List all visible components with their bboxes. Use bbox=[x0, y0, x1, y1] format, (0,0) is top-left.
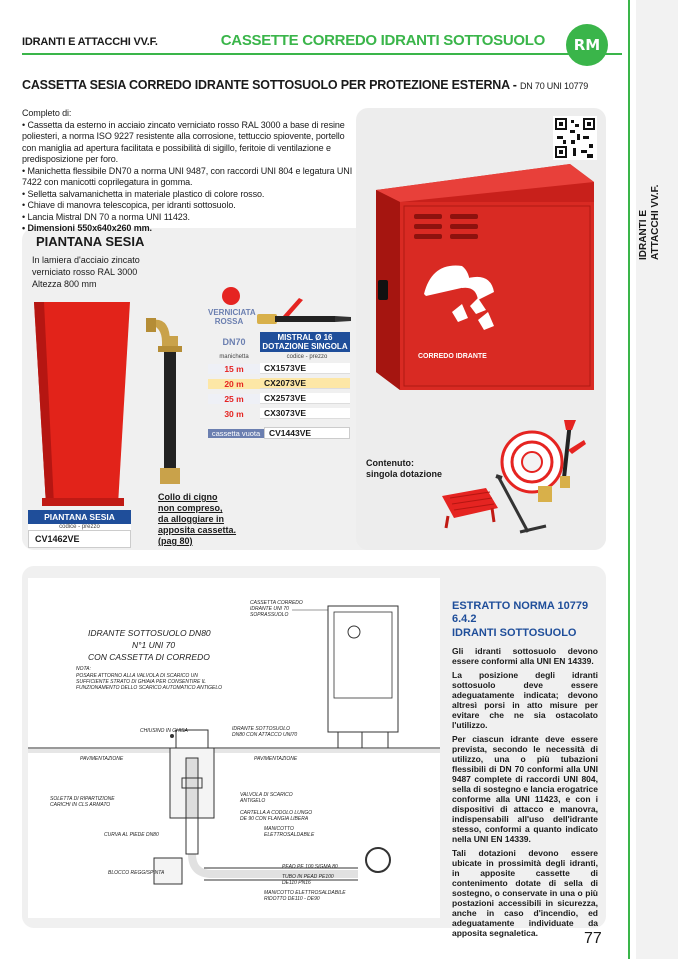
drawing-label: SOPRASSUOLO bbox=[250, 612, 289, 618]
desc-item: • Chiave di manovra telescopica, per idranti sottosuolo. bbox=[22, 200, 236, 210]
empty-cabinet-code: CV1443VE bbox=[264, 427, 350, 439]
drawing-label: IDRANTE UNI 70 bbox=[250, 606, 289, 612]
installation-drawing bbox=[28, 578, 440, 918]
section-right: CASSETTE CORREDO IDRANTI SOTTOSUOLO bbox=[220, 32, 545, 49]
drawing-label: PAVIMENTAZIONE bbox=[80, 756, 124, 762]
section-left: IDRANTI E ATTACCHI VV.F. bbox=[22, 36, 158, 48]
empty-cabinet-label: cassetta vuota bbox=[208, 429, 264, 438]
row-code: CX1573VE bbox=[260, 363, 350, 374]
norm-subtitle: IDRANTI SOTTOSUOLO bbox=[452, 627, 577, 639]
side-tab-line1: IDRANTI E bbox=[638, 210, 649, 260]
side-tab-line2: ATTACCHI VV.F. bbox=[650, 184, 661, 260]
row-code: CX2073VE bbox=[260, 378, 350, 389]
drawing-label: DN80 CON ATTACCO UNI70 bbox=[232, 732, 298, 738]
table-row bbox=[208, 376, 350, 391]
drawing-label: CASSETTA CORREDO bbox=[250, 600, 303, 606]
collo-line: Collo di cigno bbox=[158, 492, 218, 502]
drawing-title: IDRANTE SOTTOSUOLO DN80 bbox=[88, 628, 211, 638]
drawing-label: PAVIMENTAZIONE bbox=[254, 756, 298, 762]
drawing-note: NOTA: bbox=[76, 666, 91, 672]
desc-item: • Cassetta da esterno in acciaio zincato verniciato rosso RAL 3000 a base di resine poliesteri, a norma ISO 9227 resistente alla corrosione, tettuccio spiovente, portello con maniglia ad apertura facilitata e possibilità di sigillo, feritoie di ventilazione e predisposizione per foro. bbox=[22, 119, 345, 164]
drawing-label: MANICOTTO ELETTROSALDABILE bbox=[264, 890, 346, 896]
collo-line: (pag 80) bbox=[158, 536, 193, 546]
norm-section: 6.4.2 bbox=[452, 613, 477, 625]
drawing-label: IDRANTE SOTTOSUOLO bbox=[232, 726, 290, 732]
desc-intro: Completo di: bbox=[22, 108, 72, 118]
piantana-desc-line: Altezza 800 mm bbox=[32, 279, 97, 289]
norm-paragraph: Gli idranti sottosuolo devono essere conformi alla UNI EN 14339. bbox=[452, 646, 598, 666]
color-swatch bbox=[222, 287, 240, 305]
contenuto-line2: singola dotazione bbox=[366, 469, 443, 479]
drawing-title: N°1 UNI 70 bbox=[132, 640, 176, 650]
drawing-label: TUBO IN PEAD PE100 bbox=[282, 874, 334, 880]
contenuto-line1: Contenuto: bbox=[366, 458, 414, 468]
row-code: CX3073VE bbox=[260, 408, 350, 419]
product-description bbox=[22, 108, 356, 235]
drawing-label: RIDOTTO DE110 - DE90 bbox=[264, 896, 320, 902]
color-label: VERNICIATA ROSSA bbox=[208, 308, 256, 326]
norm-extract bbox=[452, 600, 598, 942]
drawing-note: SUFFICIENTE STRATO DI GHIAIA PER CONSENTIRE IL bbox=[76, 679, 206, 685]
lancia-image bbox=[255, 292, 355, 332]
product-subtitle: DN 70 UNI 10779 bbox=[520, 81, 589, 91]
drawing-label: CARICHI IN CLS ARMATO bbox=[50, 802, 111, 808]
drawing-label: ANTIGELO bbox=[240, 798, 266, 804]
cabinet-label: CORREDO IDRANTE bbox=[418, 353, 487, 360]
row-length: 20 m bbox=[208, 379, 260, 389]
collo-line: apposita cassetta. bbox=[158, 525, 237, 535]
product-title bbox=[22, 78, 602, 92]
norm-paragraph: Tali dotazioni devono essere ubicate in prossimità degli idranti, in apposite cassette di contenimento dotate di sella di sostegno, o conservate in una o più postazioni accessibili in sicurezza, anche in caso d'incendio, ed adeguatamente individuate da apposita segnaletica. bbox=[452, 848, 598, 938]
drawing-label: MANICOTTO bbox=[264, 826, 294, 832]
row-length: 15 m bbox=[208, 364, 260, 374]
row-length: 30 m bbox=[224, 408, 244, 419]
norm-paragraph: Per ciascun idrante deve essere prevista, secondo le necessità di utilizzo, una o più tubazioni flessibili di DN 70 conformi alla UNI 9487 complete di raccordi UNI 804, sella di sostegno e lancia erogatrice conforme alla UNI 11423, e con i dispositivi di attacco e manovra, indispensabili all'uso dell'idrante stesso, conformi a quanto indicato nella UNI EN 14339. bbox=[452, 734, 598, 844]
variant-col1-sub: manichetta bbox=[219, 353, 249, 360]
variant-col1-header: DN70 bbox=[222, 337, 246, 347]
piantana-title: PIANTANA SESIA bbox=[36, 234, 145, 249]
product-title-text: CASSETTA SESIA CORREDO IDRANTE SOTTOSUOLO PER PROTEZIONE ESTERNA - bbox=[22, 78, 517, 92]
desc-item: • Manichetta flessibile DN70 a norma UNI 9487, con raccordi UNI 804 e legatura UNI 7422 con manicotti coprilegatura in gomma. bbox=[22, 165, 353, 187]
variant-col2-sub: codice - prezzo bbox=[286, 353, 328, 360]
drawing-label: BLOCCO REGGISPINTA bbox=[108, 870, 165, 876]
table-row-empty bbox=[208, 425, 350, 441]
collo-di-cigno-image bbox=[140, 312, 200, 492]
piantana-desc-line: verniciato rosso RAL 3000 bbox=[32, 267, 138, 277]
drawing-label: CHIUSINO IN GHISA bbox=[140, 728, 188, 734]
variant-table bbox=[208, 332, 350, 441]
table-row bbox=[208, 391, 350, 406]
row-length: 25 m bbox=[208, 394, 260, 404]
collo-note bbox=[158, 492, 248, 547]
drawing-label: PEAD PE 100 SIGMA 80 bbox=[282, 864, 338, 870]
collo-line: non compreso, bbox=[158, 503, 223, 513]
page-number: 77 bbox=[584, 930, 602, 947]
header-rule bbox=[22, 53, 622, 55]
desc-item: • Lancia Mistral DN 70 a norma UNI 11423. bbox=[22, 211, 190, 222]
drawing-label: CURVA AL PIEDE DN80 bbox=[104, 832, 159, 838]
page-header bbox=[22, 28, 607, 56]
variant-col2-header: MISTRAL Ø 16 DOTAZIONE SINGOLA bbox=[260, 332, 350, 352]
brand-logo: RM bbox=[566, 24, 608, 66]
piantana-desc bbox=[32, 254, 142, 290]
frame-line bbox=[628, 0, 630, 959]
piantana-image bbox=[30, 300, 130, 510]
side-bar bbox=[636, 0, 678, 959]
norm-title: ESTRATTO NORMA 10779 bbox=[452, 600, 589, 612]
row-code: CX2573VE bbox=[260, 393, 350, 404]
collo-line: da alloggiare in bbox=[158, 514, 225, 524]
drawing-label: VALVOLA DI SCARICO bbox=[240, 792, 293, 798]
cabinet-image bbox=[366, 162, 598, 394]
drawing-label: ELETTROSALDABILE bbox=[264, 832, 315, 838]
side-tab bbox=[636, 150, 676, 260]
piantana-table-header: PIANTANA SESIA bbox=[28, 510, 131, 524]
drawing-label: DE 90 CON FLANGIA LIBERA bbox=[240, 816, 309, 822]
qr-code-icon[interactable] bbox=[553, 116, 597, 160]
desc-item: • Selletta salvamanichetta in materiale plastico di colore rosso. bbox=[22, 188, 265, 199]
desc-dimensions: • Dimensioni 550x640x260 mm. bbox=[22, 223, 152, 233]
drawing-title: CON CASSETTA DI CORREDO bbox=[88, 652, 210, 662]
drawing-note: POSARE ATTORNO ALLA VALVOLA DI SCARICO UN bbox=[76, 673, 198, 679]
piantana-table-sub: codice - prezzo bbox=[28, 524, 131, 530]
table-row bbox=[208, 361, 350, 376]
table-row bbox=[208, 406, 350, 421]
drawing-label: CARTELLA A CODOLO LUNGO bbox=[240, 810, 313, 816]
piantana-desc-line: In lamiera d'acciaio zincato bbox=[32, 255, 140, 265]
drawing-note: FUNZIONAMENTO DELLO SCARICO AUTOMATICO ANTIGELO bbox=[76, 685, 223, 691]
norm-paragraph: La posizione degli idranti sottosuolo deve essere adeguatamente indicata; devono altresì porsi in atto misure per evitare che ne sia ostacolato l'utilizzo. bbox=[452, 670, 598, 730]
dotazione-image bbox=[436, 420, 601, 540]
piantana-table bbox=[28, 510, 131, 548]
piantana-code: CV1462VE bbox=[28, 530, 131, 548]
drawing-label: DE110 PN16 bbox=[282, 880, 311, 886]
drawing-label: SOLETTA DI RIPARTIZIONE bbox=[50, 796, 115, 802]
